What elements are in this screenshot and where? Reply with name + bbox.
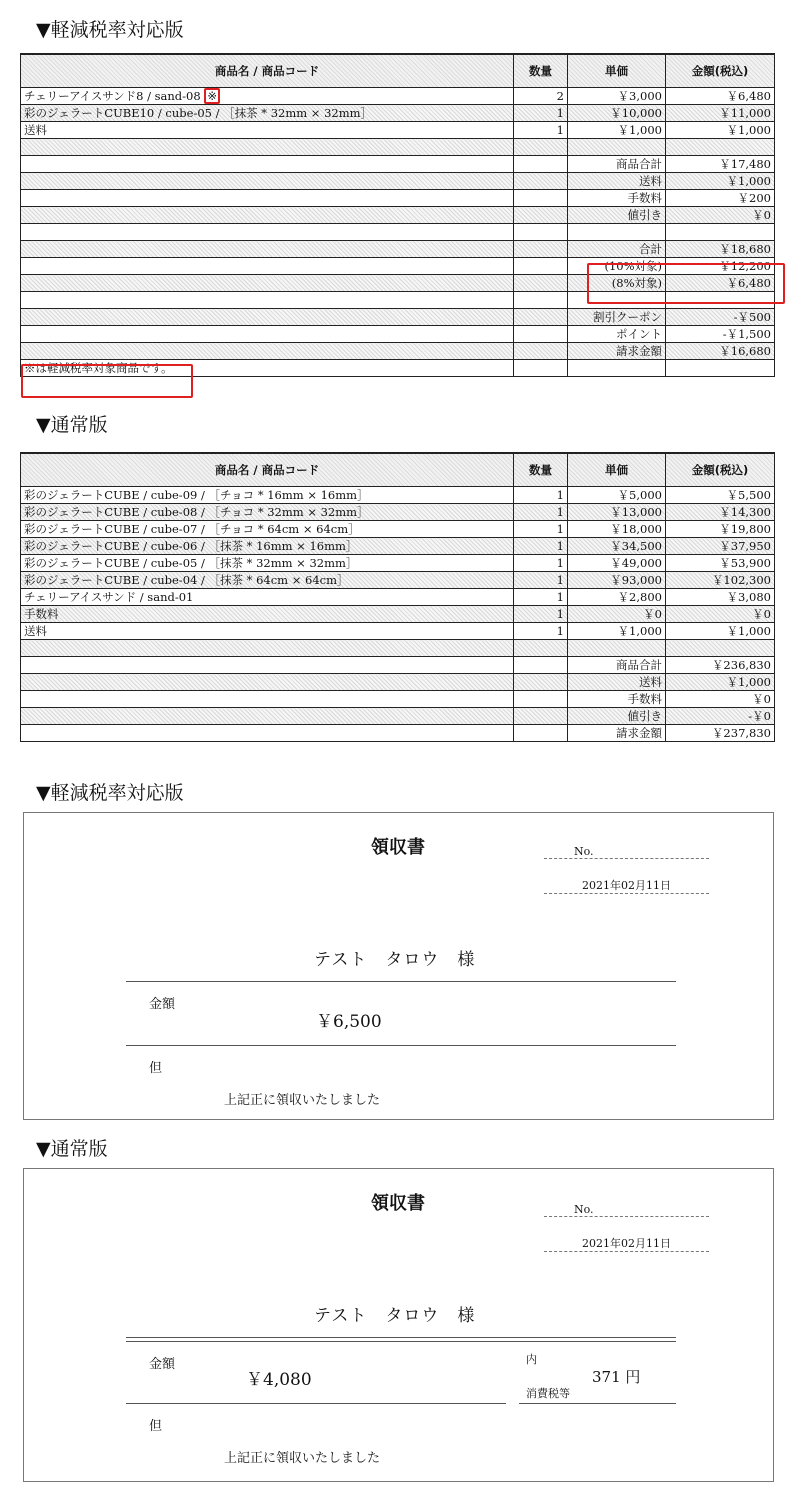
summary-label — [568, 640, 666, 657]
summary-note-cell — [21, 258, 514, 275]
summary-note-cell — [21, 725, 514, 742]
amount-cell: ￥53,900 — [666, 555, 775, 572]
product-cell — [21, 606, 514, 623]
qty-cell: 1 — [514, 122, 568, 139]
header-product: 商品名 / 商品コード — [21, 453, 514, 487]
amount-cell: ￥1,000 — [666, 122, 775, 139]
summary-row — [21, 258, 775, 275]
summary-row — [21, 708, 775, 725]
unit-price-cell: ￥18,000 — [568, 521, 666, 538]
amount-cell: ￥6,480 — [666, 88, 775, 105]
summary-label: 値引き — [568, 207, 666, 224]
summary-label: 送料 — [568, 173, 666, 190]
summary-note-cell — [21, 708, 514, 725]
summary-note-cell — [21, 657, 514, 674]
qty-cell: 1 — [514, 105, 568, 122]
receipt-tadashi-label: 但 — [149, 1061, 163, 1076]
summary-empty-cell — [514, 258, 568, 275]
amount-cell: ￥11,000 — [666, 105, 775, 122]
receipt-amount: ￥6,500 — [316, 1012, 382, 1032]
table-row — [21, 606, 775, 623]
summary-empty-cell — [514, 640, 568, 657]
summary-value: ￥237,830 — [666, 725, 775, 742]
summary-value: ￥236,830 — [666, 657, 775, 674]
product-name: 彩のジェラートCUBE / cube-08 / ［チョコ * 32mm × 32mm］ — [24, 505, 369, 519]
summary-empty-cell — [514, 190, 568, 207]
table-row — [21, 521, 775, 538]
summary-empty-cell — [514, 292, 568, 309]
receipt-title: 領収書 — [371, 1193, 425, 1214]
receipt-title: 領収書 — [371, 837, 425, 858]
summary-empty-cell — [514, 309, 568, 326]
unit-price-cell: ￥93,000 — [568, 572, 666, 589]
reduced-tax-invoice-table — [20, 53, 775, 377]
header-unit-price: 単価 — [568, 54, 666, 88]
amount-cell: ￥3,080 — [666, 589, 775, 606]
summary-row — [21, 139, 775, 156]
amount-cell: ￥0 — [666, 606, 775, 623]
summary-value: ￥200 — [666, 190, 775, 207]
product-cell — [21, 122, 514, 139]
summary-row — [21, 725, 775, 742]
header-qty: 数量 — [514, 54, 568, 88]
summary-empty-cell — [514, 360, 568, 377]
summary-row — [21, 241, 775, 258]
summary-row — [21, 326, 775, 343]
summary-empty-cell — [514, 326, 568, 343]
summary-note-cell — [21, 224, 514, 241]
summary-row — [21, 640, 775, 657]
qty-cell: 1 — [514, 589, 568, 606]
summary-value: ￥0 — [666, 207, 775, 224]
product-cell — [21, 589, 514, 606]
product-name: 彩のジェラートCUBE / cube-05 / ［抹茶 * 32mm × 32mm］ — [24, 556, 358, 570]
summary-label — [568, 224, 666, 241]
summary-value — [666, 224, 775, 241]
qty-cell: 1 — [514, 487, 568, 504]
product-name: チェリーアイスサンド8 / sand-08 — [24, 89, 201, 103]
summary-label: 請求金額 — [568, 343, 666, 360]
table-row — [21, 538, 775, 555]
receipt-amount: ￥4,080 — [246, 1370, 312, 1390]
divider — [126, 1045, 676, 1046]
product-cell — [21, 105, 514, 122]
section-title-normal-table: ▼通常版 — [36, 414, 108, 436]
summary-note-cell — [21, 691, 514, 708]
header-product: 商品名 / 商品コード — [21, 54, 514, 88]
qty-cell: 1 — [514, 555, 568, 572]
summary-empty-cell — [514, 241, 568, 258]
header-qty: 数量 — [514, 453, 568, 487]
table-header-row — [21, 453, 775, 487]
qty-cell: 2 — [514, 88, 568, 105]
product-cell — [21, 521, 514, 538]
summary-note-cell — [21, 360, 514, 377]
tax-amount: 371 円 — [592, 1368, 641, 1386]
table-row — [21, 88, 775, 105]
summary-note-cell — [21, 190, 514, 207]
summary-label: 商品合計 — [568, 657, 666, 674]
receipt-tadashi-label: 但 — [149, 1419, 163, 1434]
summary-note-cell — [21, 292, 514, 309]
product-name: 彩のジェラートCUBE / cube-07 / ［チョコ * 64cm × 64cm］ — [24, 522, 360, 536]
tax-label: 消費税等 — [526, 1387, 570, 1400]
summary-note-cell — [21, 173, 514, 190]
table-row — [21, 105, 775, 122]
receipt-message: 上記正に領収いたしました — [224, 1451, 381, 1466]
summary-note-cell — [21, 640, 514, 657]
summary-label: 手数料 — [568, 691, 666, 708]
qty-cell: 1 — [514, 623, 568, 640]
amount-cell: ￥1,000 — [666, 623, 775, 640]
receipt-reduced — [23, 812, 774, 1120]
unit-price-cell: ￥49,000 — [568, 555, 666, 572]
receipt-customer-name: テスト タロウ 様 — [314, 1306, 476, 1326]
summary-value: ￥12,200 — [666, 258, 775, 275]
summary-note-cell — [21, 139, 514, 156]
summary-label: (10%対象) — [568, 258, 666, 275]
table-row — [21, 589, 775, 606]
summary-label: 手数料 — [568, 190, 666, 207]
table-row — [21, 487, 775, 504]
summary-empty-cell — [514, 725, 568, 742]
section-title-reduced-table: ▼軽減税率対応版 — [36, 19, 184, 41]
summary-note-cell — [21, 275, 514, 292]
product-name: 送料 — [24, 123, 47, 137]
summary-label: ポイント — [568, 326, 666, 343]
summary-label: 合計 — [568, 241, 666, 258]
summary-row — [21, 224, 775, 241]
summary-note-cell — [21, 343, 514, 360]
summary-note-cell — [21, 207, 514, 224]
summary-note-cell — [21, 674, 514, 691]
section-title-normal-receipt: ▼通常版 — [36, 1138, 108, 1160]
amount-cell: ￥5,500 — [666, 487, 775, 504]
summary-label: 商品合計 — [568, 156, 666, 173]
product-name: チェリーアイスサンド / sand-01 — [24, 590, 194, 604]
product-name: 彩のジェラートCUBE / cube-04 / ［抹茶 * 64cm × 64cm］ — [24, 573, 349, 587]
summary-empty-cell — [514, 708, 568, 725]
table-header-row — [21, 54, 775, 88]
product-cell — [21, 487, 514, 504]
receipt-amount-label: 金額 — [149, 1357, 176, 1372]
summary-row — [21, 292, 775, 309]
summary-value: ￥18,680 — [666, 241, 775, 258]
summary-label — [568, 360, 666, 377]
receipt-no: No. — [544, 845, 709, 859]
reduced-tax-mark: ※ — [204, 88, 220, 104]
summary-empty-cell — [514, 691, 568, 708]
product-cell — [21, 623, 514, 640]
summary-row — [21, 691, 775, 708]
amount-cell: ￥19,800 — [666, 521, 775, 538]
summary-note-cell — [21, 156, 514, 173]
summary-label: (8%対象) — [568, 275, 666, 292]
header-amount: 金額(税込) — [666, 453, 775, 487]
receipt-message: 上記正に領収いたしました — [224, 1093, 381, 1108]
receipt-amount-label: 金額 — [149, 997, 176, 1012]
unit-price-cell: ￥10,000 — [568, 105, 666, 122]
divider — [519, 1403, 676, 1404]
summary-value — [666, 139, 775, 156]
summary-label: 割引クーポン — [568, 309, 666, 326]
summary-row — [21, 173, 775, 190]
summary-empty-cell — [514, 657, 568, 674]
summary-value — [666, 292, 775, 309]
product-name: 送料 — [24, 624, 47, 638]
summary-label: 値引き — [568, 708, 666, 725]
table-row — [21, 122, 775, 139]
product-name: 手数料 — [24, 607, 59, 621]
table-row — [21, 623, 775, 640]
divider — [126, 1403, 506, 1404]
receipt-date: 2021年02月11日 — [544, 877, 709, 894]
reduced-tax-note: ※は軽減税率対象商品です。 — [24, 361, 173, 375]
summary-empty-cell — [514, 156, 568, 173]
receipt-customer-name: テスト タロウ 様 — [314, 950, 476, 970]
unit-price-cell: ￥2,800 — [568, 589, 666, 606]
summary-row — [21, 275, 775, 292]
summary-row — [21, 674, 775, 691]
product-name: 彩のジェラートCUBE / cube-06 / ［抹茶 * 16mm × 16mm］ — [24, 539, 358, 553]
summary-row — [21, 207, 775, 224]
product-cell — [21, 538, 514, 555]
receipt-date: 2021年02月11日 — [544, 1235, 709, 1252]
summary-value: ￥1,000 — [666, 674, 775, 691]
qty-cell: 1 — [514, 572, 568, 589]
unit-price-cell: ￥1,000 — [568, 623, 666, 640]
amount-cell: ￥102,300 — [666, 572, 775, 589]
table-row — [21, 555, 775, 572]
header-amount: 金額(税込) — [666, 54, 775, 88]
summary-value: ￥0 — [666, 691, 775, 708]
summary-note-cell — [21, 241, 514, 258]
product-cell — [21, 572, 514, 589]
summary-label: 請求金額 — [568, 725, 666, 742]
summary-value: ￥6,480 — [666, 275, 775, 292]
unit-price-cell: ￥0 — [568, 606, 666, 623]
qty-cell: 1 — [514, 538, 568, 555]
qty-cell: 1 — [514, 521, 568, 538]
amount-cell: ￥37,950 — [666, 538, 775, 555]
unit-price-cell: ￥5,000 — [568, 487, 666, 504]
summary-value — [666, 640, 775, 657]
unit-price-cell: ￥13,000 — [568, 504, 666, 521]
section-title-reduced-receipt: ▼軽減税率対応版 — [36, 782, 184, 804]
summary-value: ￥16,680 — [666, 343, 775, 360]
receipt-normal — [23, 1168, 774, 1482]
summary-label — [568, 292, 666, 309]
amount-cell: ￥14,300 — [666, 504, 775, 521]
summary-row — [21, 360, 775, 377]
summary-label: 送料 — [568, 674, 666, 691]
summary-note-cell — [21, 326, 514, 343]
summary-row — [21, 309, 775, 326]
product-cell — [21, 88, 514, 105]
summary-empty-cell — [514, 173, 568, 190]
summary-empty-cell — [514, 224, 568, 241]
product-name: 彩のジェラートCUBE10 / cube-05 / ［抹茶 * 32mm × 32mm］ — [24, 106, 373, 120]
summary-note-cell — [21, 309, 514, 326]
summary-row — [21, 190, 775, 207]
product-cell — [21, 555, 514, 572]
table-row — [21, 504, 775, 521]
summary-empty-cell — [514, 207, 568, 224]
summary-label — [568, 139, 666, 156]
qty-cell: 1 — [514, 606, 568, 623]
table-row — [21, 572, 775, 589]
header-unit-price: 単価 — [568, 453, 666, 487]
summary-value: ￥17,480 — [666, 156, 775, 173]
summary-value: -￥500 — [666, 309, 775, 326]
unit-price-cell: ￥34,500 — [568, 538, 666, 555]
summary-row — [21, 657, 775, 674]
summary-value: -￥1,500 — [666, 326, 775, 343]
summary-value — [666, 360, 775, 377]
divider — [126, 1337, 676, 1338]
summary-row — [21, 156, 775, 173]
summary-empty-cell — [514, 139, 568, 156]
product-name: 彩のジェラートCUBE / cube-09 / ［チョコ * 16mm × 16mm］ — [24, 488, 369, 502]
divider — [126, 981, 676, 982]
normal-invoice-table — [20, 452, 775, 742]
tax-inner-label: 内 — [526, 1353, 537, 1366]
receipt-no: No. — [544, 1203, 709, 1217]
summary-empty-cell — [514, 275, 568, 292]
unit-price-cell: ￥1,000 — [568, 122, 666, 139]
summary-row — [21, 343, 775, 360]
divider — [126, 1341, 676, 1342]
qty-cell: 1 — [514, 504, 568, 521]
summary-value: -￥0 — [666, 708, 775, 725]
product-cell — [21, 504, 514, 521]
summary-empty-cell — [514, 343, 568, 360]
unit-price-cell: ￥3,000 — [568, 88, 666, 105]
summary-value: ￥1,000 — [666, 173, 775, 190]
summary-empty-cell — [514, 674, 568, 691]
